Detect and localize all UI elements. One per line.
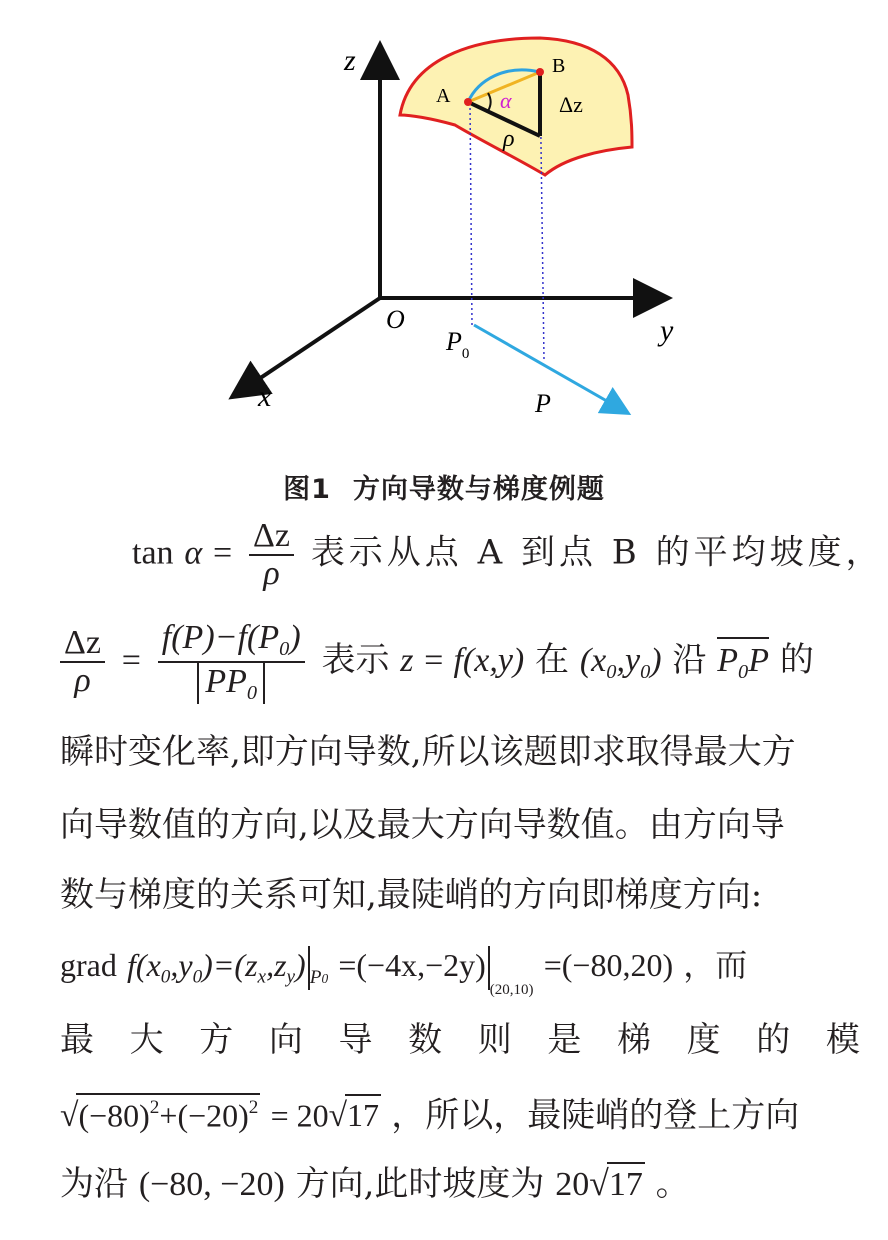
point-expression: $(x_0,y_0)$ (579, 642, 662, 684)
frac-numerator: $f(P)-f(P_0)$ (158, 620, 305, 663)
label-y: y (660, 314, 674, 347)
text-line-1 (132, 518, 884, 591)
frac-denominator: ρ (74, 662, 91, 700)
magnitude-coefficient: = 20 (270, 1097, 329, 1134)
label-a: A (436, 85, 451, 107)
caption-title: 方向导数与梯度例题 (352, 474, 605, 505)
frac-numerator: Δz (249, 518, 294, 556)
word-yan: 沿 (672, 640, 707, 681)
fraction-dz-rho (249, 518, 294, 591)
label-alpha: α (500, 88, 512, 113)
grad-operator: grad (60, 947, 117, 983)
point-a-dot (464, 98, 472, 106)
x-axis (235, 298, 380, 395)
gradient-value: =(−80,20) (543, 947, 674, 983)
text-line-4: 向导数值的方向,以及最大方向导数值。由方向导 (60, 805, 785, 845)
slope-coefficient: 20 (555, 1166, 590, 1203)
sqrt-17-final: 17 (607, 1162, 645, 1203)
line9-mid: 方向,此时坡度为 (295, 1164, 545, 1204)
figure-caption (0, 467, 888, 506)
text-line-5: 数与梯度的关系可知,最陡峭的方向即梯度方向: (60, 875, 763, 915)
word-de: 的 (779, 640, 814, 681)
line1-text: 表示从点 A 到点 B 的平均坡度， (310, 532, 884, 573)
line8-tail: ，所以，最陡峭的登上方向 (391, 1095, 800, 1136)
eval-point-p0: P0 (309, 966, 329, 988)
label-p: P (535, 389, 551, 418)
point-b-dot (536, 68, 544, 76)
text-line-2 (60, 620, 814, 704)
sqrt-17: 17 (345, 1094, 381, 1133)
text-line-9: 为沿 (−80, −20) 方向,此时坡度为 20√17 。 (60, 1163, 690, 1204)
label-delta-z: Δz (559, 92, 583, 117)
gradient-expression: $f(x_0,y_0)=(z_x,z_y)$ (127, 947, 306, 988)
equals-sign: = (121, 642, 141, 680)
frac-denominator: ρ (263, 554, 280, 592)
label-z: z (344, 44, 356, 77)
surface-patch (400, 38, 632, 175)
alpha-symbol: α (184, 534, 203, 572)
label-x: x (258, 380, 272, 413)
caption-number: 图1 (283, 474, 331, 505)
direction-vector: (−80, −20) (138, 1166, 285, 1203)
projection-line-a (470, 103, 472, 325)
fraction-dz-rho-2 (60, 625, 105, 698)
frac-denominator: $PP_0$ (158, 663, 305, 705)
line9-tail: 。 (655, 1164, 690, 1204)
line6-tail: ，而 (683, 946, 748, 984)
text-line-8: $√(-80)^2+(-20)^2 = 20√17$ ，所以，最陡峭的登上方向 (60, 1093, 799, 1134)
eval-point: (20,10) (489, 982, 534, 998)
gradient-formula: =(−4x,−2y) (338, 947, 486, 983)
equals-sign: = (213, 534, 233, 572)
label-p0: $P_0$ (446, 327, 470, 362)
line9-head: 为沿 (60, 1164, 128, 1204)
tan-text: tan (132, 534, 174, 572)
text-line-3: 瞬时变化率,即方向导数,所以该题即求取得最大方 (60, 732, 796, 772)
figure-3d-surface (0, 0, 888, 450)
word-biaoshi: 表示 (321, 640, 390, 681)
function-expression: z = f(x,y) (400, 642, 525, 680)
label-b: B (552, 55, 566, 77)
text-line-7: 最 大 方 向 导 数 则 是 梯 度 的 模 (60, 1020, 860, 1060)
label-rho: ρ (503, 126, 515, 152)
fraction-difference (158, 620, 305, 704)
sqrt-expression: $(-80)^2+(-20)^2$ (76, 1093, 260, 1134)
frac-numerator: Δz (60, 625, 105, 663)
text-line-6 (60, 946, 747, 998)
word-zai: 在 (535, 640, 570, 681)
label-origin: O (386, 305, 405, 334)
vector-p0p: $P_0P$ (717, 637, 769, 685)
